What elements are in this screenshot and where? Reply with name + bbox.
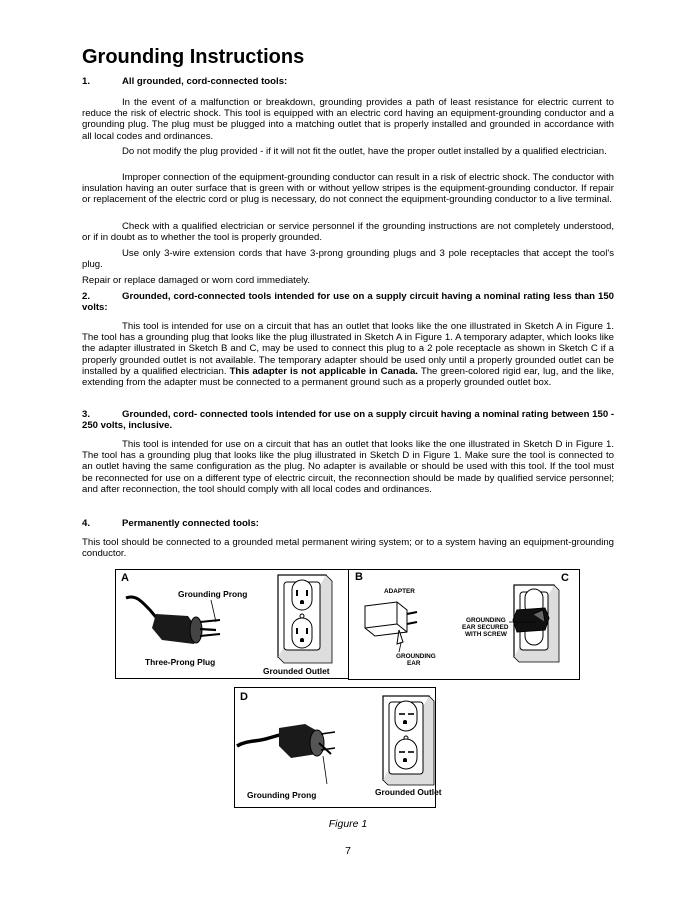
section-heading-text: Grounded, cord-connected tools intended for use on a supply circuit having a nominal rating less than 150 volts: — [82, 291, 614, 313]
sketch-letter: D — [240, 691, 248, 703]
section-number: 4. — [82, 518, 91, 529]
three-prong-plug-label: Three-Prong Plug — [145, 657, 216, 667]
paragraph-section-2 — [82, 321, 614, 388]
paragraph-text: This tool is intended for use on a circuit that has an outlet that looks like the one illustrated in Sketch A in Figure 1. The tool has a grounding plug that looks like the plug illustrated in Sketch A in Figure 1. A temporary adapter, which looks like the adapter illustrated in Sketch B and C, may be used to connect this plug to a 2 pole receptacle as shown in Sketch C if a properly grounded outlet is not available. The temporary adapter should be used only until a properly grounded outlet can be installed by a qualified electrician. — [82, 321, 614, 377]
canada-warning: This adapter is not applicable in Canada. — [229, 365, 418, 377]
grounded-outlet-label: Grounded Outlet — [263, 666, 330, 676]
paragraph: Repair or replace damaged or worn cord immediately. — [82, 275, 311, 286]
250v-plug-illustration — [235, 688, 437, 809]
sketch-letter: A — [121, 572, 129, 584]
section-number: 3. — [82, 409, 91, 420]
sketch-letter: C — [561, 572, 569, 584]
paragraph: This tool should be connected to a grounded metal permanent wiring system; or to a system having an equipment-grounding conductor. — [82, 537, 614, 560]
section-heading-text: Permanently connected tools: — [122, 518, 260, 529]
section-heading-text: Grounded, cord- connected tools intended for use on a supply circuit having a nominal rating between 150 - 250 volts, inclusive. — [82, 409, 615, 431]
section-heading-text: All grounded, cord-connected tools: — [122, 76, 288, 87]
adapter-illustration — [349, 570, 581, 681]
paragraph: Improper connection of the equipment-grounding conductor can result in a risk of electric shock. The conductor with insulation having an outer surface that is green with or without yellow stripes is the equipment-grounding conductor. If repair or replacement of the electric cord or plug is necessary, do not connect the equipment-grounding conductor to a live terminal. — [82, 172, 614, 206]
section-number: 2. — [82, 291, 91, 302]
paragraph: This tool is intended for use on a circuit that has an outlet that looks like the one illustrated in Sketch D in Figure 1. The tool has a grounding plug that looks like the plug illustrated in Sketch D in Figure 1. Make sure the tool is connected to an outlet having the same configuration as the plug. No adapter is available or should be used with this tool. If the tool must be reconnected for use on a different type of electric circuit, the reconnection should be made by qualified service personnel; and after reconnection, the tool should comply with all local codes and ordinances. — [82, 439, 614, 495]
section-2-heading — [82, 291, 614, 313]
section-3-heading — [82, 409, 614, 431]
page-number: 7 — [345, 845, 351, 857]
adapter-label: ADAPTER — [384, 588, 415, 595]
grounding-prong-label: Grounding Prong — [247, 790, 317, 800]
figure-caption: Figure 1 — [328, 818, 368, 830]
ear-secured-label-2: EAR SECURED — [462, 624, 509, 631]
section-number: 1. — [82, 76, 91, 87]
grounding-ear-label-2: EAR — [407, 660, 421, 667]
grounding-prong-label: Grounding Prong — [178, 589, 248, 599]
paragraph-text: The green-colored rigid ear, lug, and the like, extending from the adapter must be connected to a permanent ground such as a properly grounded outlet box. — [82, 365, 614, 389]
paragraph: Check with a qualified electrician or service personnel if the grounding instructions are not completely understood, or if in doubt as to whether the tool is properly grounded. — [82, 221, 614, 244]
grounded-outlet-label: Grounded Outlet — [375, 787, 442, 797]
page-title: Grounding Instructions — [82, 46, 305, 68]
paragraph: In the event of a malfunction or breakdown, grounding provides a path of least resistance for electric current to reduce the risk of electric shock. This tool is equipped with an electric cord having an equipment-grounding conductor and a grounding plug. The plug must be plugged into a matching outlet that is properly installed and grounded in accordance with all local codes and ordinances. — [82, 97, 614, 142]
paragraph: Use only 3-wire extension cords that have 3-prong grounding plugs and 3 pole receptacles that accept the tool's plug. — [82, 248, 614, 271]
sketch-d-box — [234, 687, 442, 808]
ear-secured-label-1: GROUNDING — [466, 617, 506, 624]
ear-secured-label-3: WITH SCREW — [465, 631, 507, 638]
section-4-heading — [82, 518, 614, 529]
paragraph: Do not modify the plug provided - if it will not fit the outlet, have the proper outlet installed by a qualified electrician. — [122, 146, 607, 157]
section-1-heading — [82, 76, 614, 87]
sketch-b-c-box — [348, 569, 580, 680]
grounding-ear-label-1: GROUNDING — [396, 653, 436, 660]
sketch-letter: B — [355, 571, 363, 583]
